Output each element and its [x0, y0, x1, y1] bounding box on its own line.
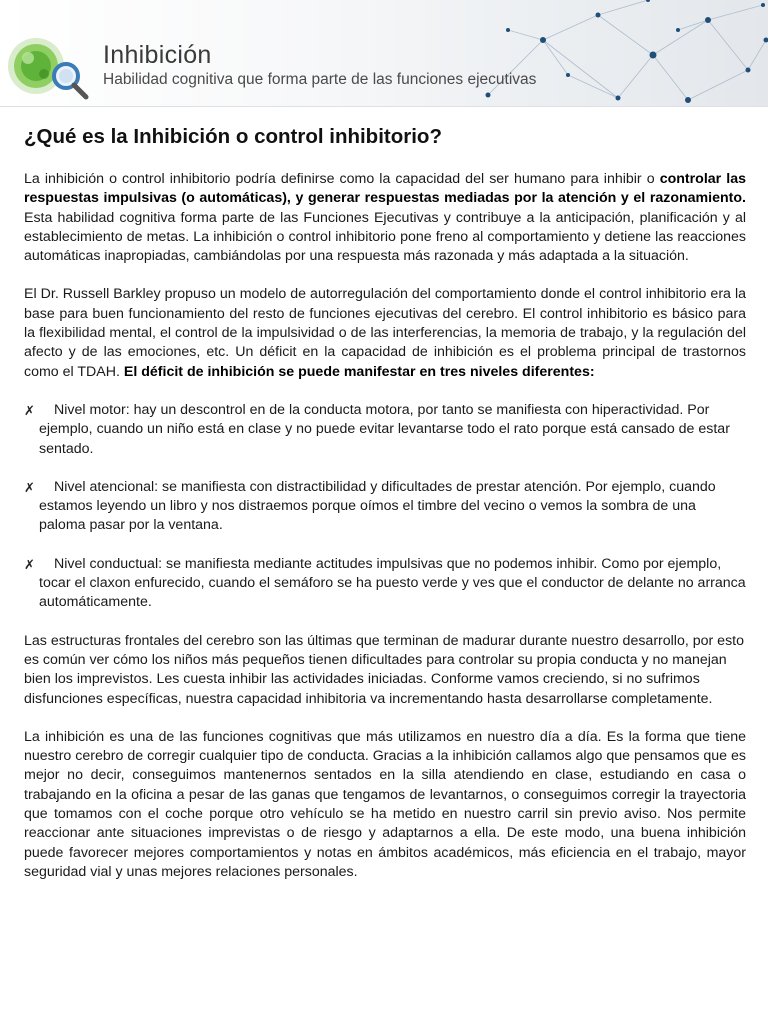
list-item-text: Nivel motor: hay un descontrol en de la conducta motora, por tanto se manifiesta con hiperactividad. Por ejemplo, cuando un niño está en clase y no puede evitar levantarse todo el rato porque está cansado de estar sentado. [39, 401, 730, 457]
paragraph-definition [24, 170, 746, 266]
cross-mark-icon: ✗ [24, 479, 35, 495]
header-banner [0, 0, 768, 107]
paragraph-development: Las estructuras frontales del cerebro son las últimas que terminan de madurar durante nuestro desarrollo, por esto es común ver cómo los niños más pequeños tienen dificultades para controlar su propia conducta y no manejan bien los imprevistos. Les cuesta inhibir las actividades iniciadas. Conforme vamos creciendo, si no sufrimos disfunciones específicas, nuestra capacidad inhibitoria va incrementando hasta desarrollarse completamente. [24, 632, 745, 707]
article [24, 124, 746, 882]
list-item-text: Nivel conductual: se manifiesta mediante actitudes impulsivas que no podemos inhibir. Como por ejemplo, tocar el claxon enfurecido, cuando el semáforo se ha puesto verde y ves que el conductor de delante no arranca automáticamente. [39, 555, 746, 611]
paragraph-text: La inhibición o control inhibitorio podría definirse como la capacidad del ser humano para inhibir o [24, 171, 660, 187]
paragraph-bold-text: El déficit de inhibición se puede manifestar en tres niveles diferentes: [123, 363, 595, 380]
paragraph-daily-use: La inhibición es una de las funciones cognitivas que más utilizamos en nuestro día a día. Es la forma que tiene nuestro cerebro de corregir cualquier tipo de conducta. Gracias a la inhibición callamos algo que pensamos que es mejor no decir, conseguimos mantenernos sentados en la silla atendiendo en clase, estudiando en casa o trabajando en la oficina a pesar de las ganas que tengamos de levantarnos, o conseguimos corregir la trayectoria que tomamos con el coche porque otro vehículo se ha metido en nuestro carril sin previo aviso. Nos permite reaccionar ante situaciones imprevistas o de riesgo y adaptarnos a ella. De este modo, una buena inhibición puede favorecer mejores comportamientos y notas en ámbitos académicos, más eficiencia en el trabajo, mayor seguridad vial y unas mejores relaciones personales. [24, 728, 746, 880]
paragraph-text: Esta habilidad cognitiva forma parte de las Funciones Ejecutivas y contribuye a la anticipación, planificación y al establecimiento de metas. La inhibición o control inhibitorio pone freno al comportamiento y detiene las reacciones automáticas inapropiadas, cambiándolas por una respuesta más razonada y más adaptada a la situación. [24, 209, 746, 265]
cross-mark-icon: ✗ [24, 556, 35, 572]
list-item-text: Nivel atencional: se manifiesta con distractibilidad y dificultades de prestar atención. Por ejemplo, cuando estamos leyendo un libro y nos distraemos porque oímos el timbre del vecino o vemos la sombra de una paloma pasar por la ventana. [39, 478, 716, 534]
header-title: Inhibición [103, 41, 212, 69]
list-item-conductual [24, 555, 746, 613]
network-graphic [448, 0, 768, 106]
brain-magnifier-icon [6, 34, 90, 102]
paragraph-bold-text: controlar las respuestas impulsivas (o automáticas), y generar respuestas mediadas por la atención y el razonamiento. [24, 171, 746, 207]
header-subtitle: Habilidad cognitiva que forma parte de las funciones ejecutivas [103, 71, 537, 88]
paragraph-barkley [24, 285, 746, 381]
list-item-motor [24, 401, 746, 459]
paragraph-text: El Dr. Russell Barkley propuso un modelo de autorregulación del comportamiento donde el control inhibitorio era la base para buen funcionamiento del resto de funciones ejecutivas del cerebro. El control inhibitorio es básico para la flexibilidad mental, el control de la impulsividad o de las interferencias, la memoria de trabajo, y la regulación del afecto y de las emociones, etc. Un déficit en la capacidad de inhibición es el problema principal de trastornos como el TDAH. [24, 286, 746, 380]
cross-mark-icon: ✗ [24, 402, 35, 418]
list-item-atencional [24, 478, 746, 536]
article-heading: ¿Qué es la Inhibición o control inhibitorio? [24, 125, 442, 148]
